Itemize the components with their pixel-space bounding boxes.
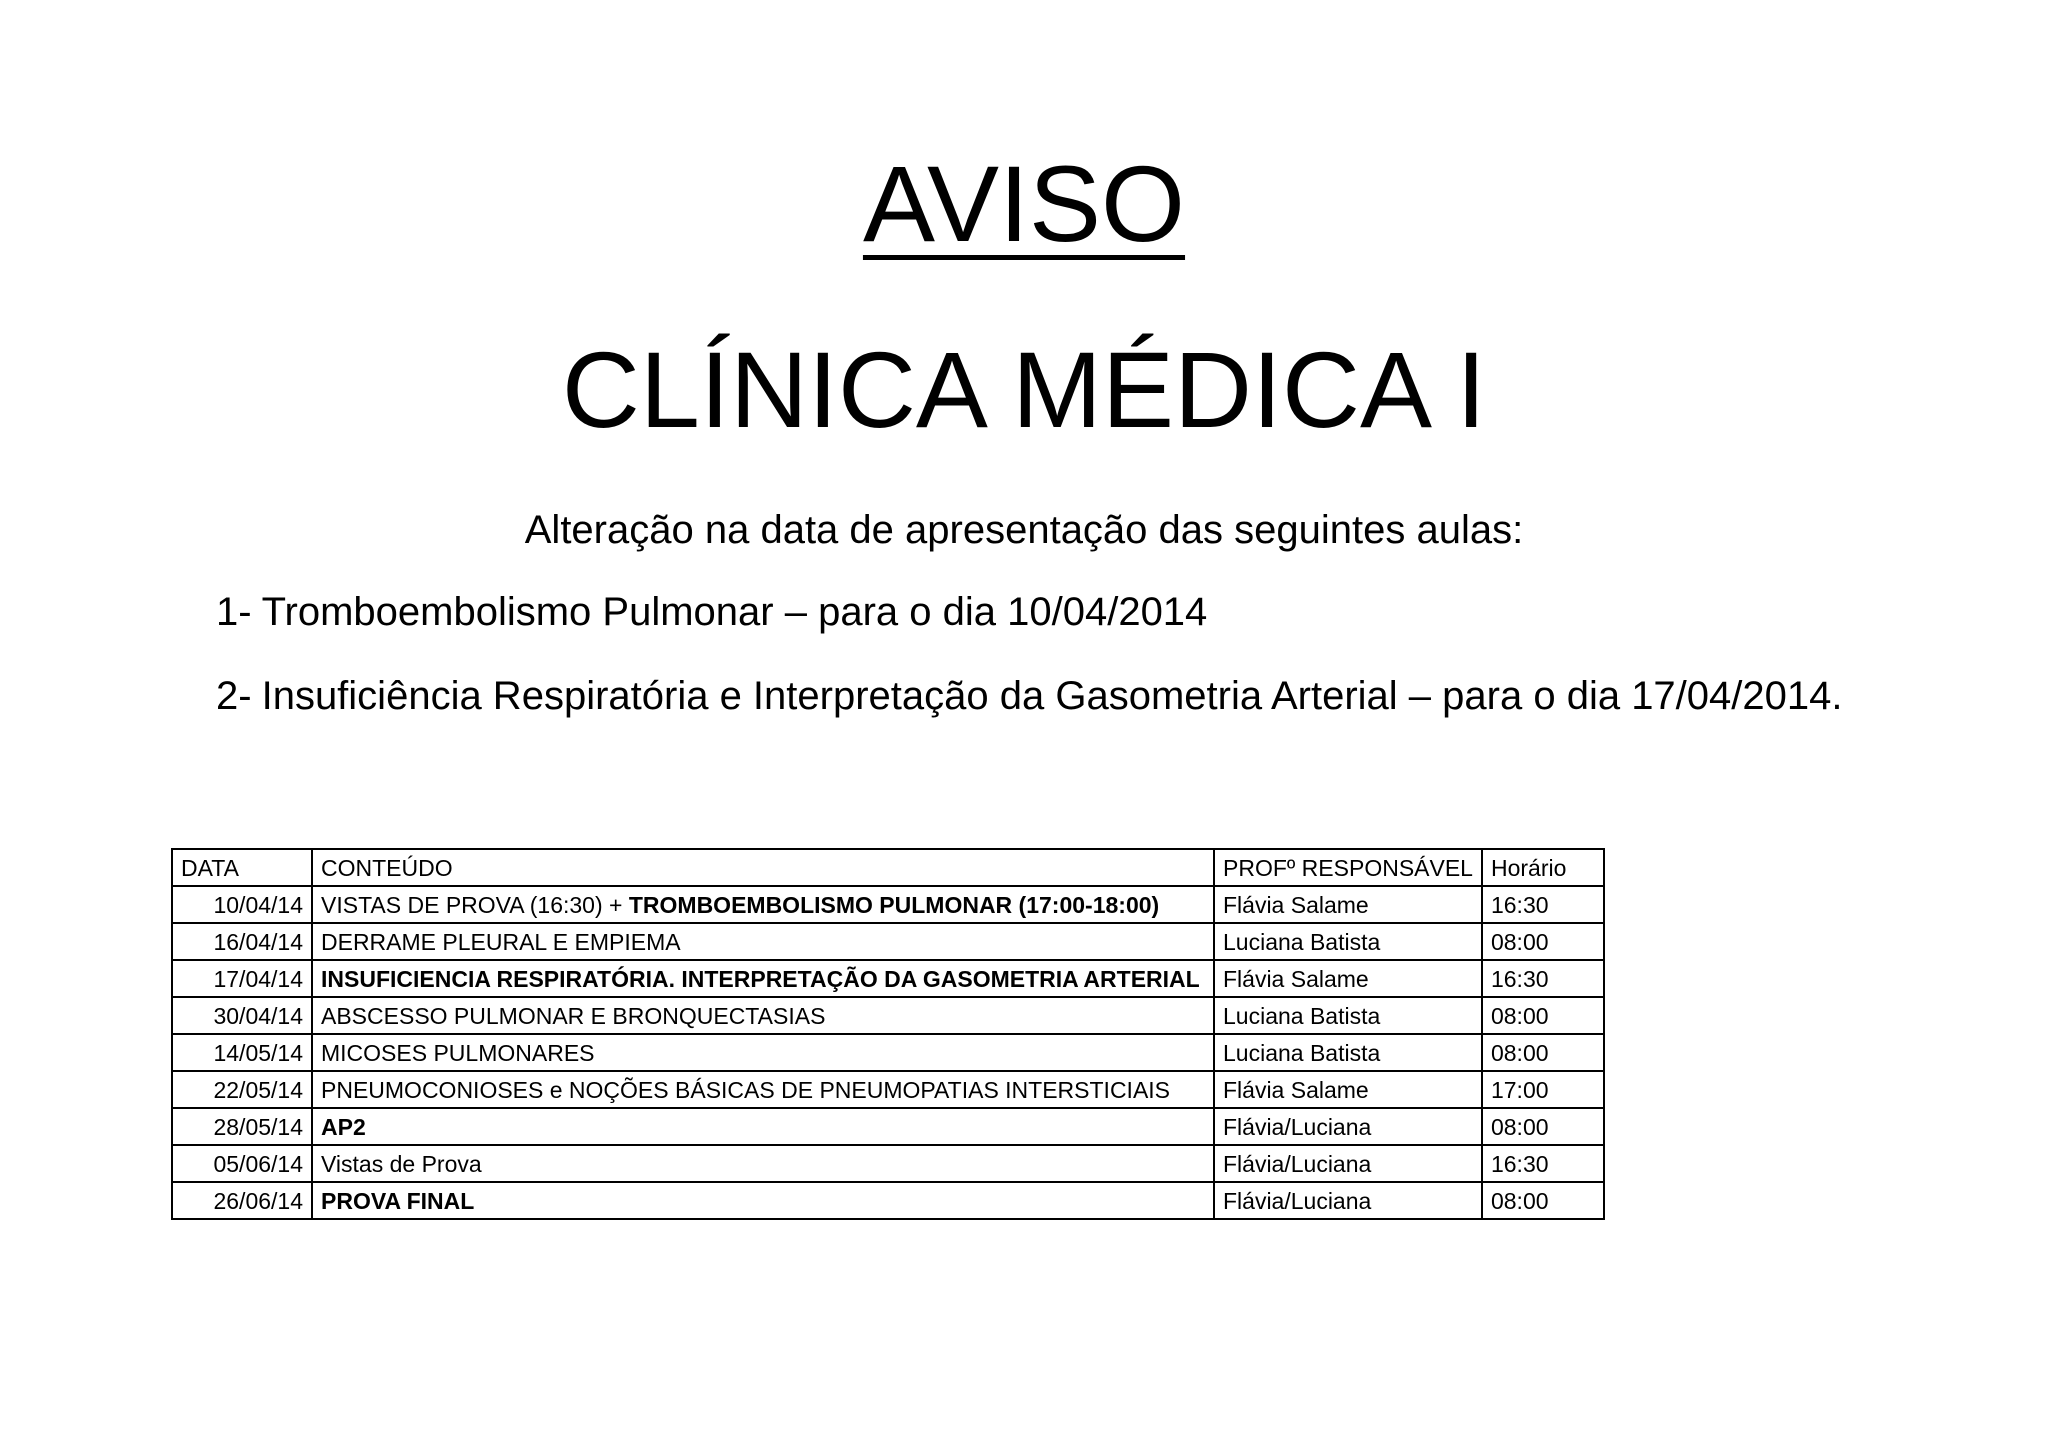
row-date: 28/05/14	[172, 1108, 312, 1145]
row-time: 16:30	[1482, 886, 1604, 923]
notice-list	[216, 590, 1843, 758]
row-prof: Flávia Salame	[1214, 1071, 1482, 1108]
row-date: 05/06/14	[172, 1145, 312, 1182]
row-prof: Flávia Salame	[1214, 960, 1482, 997]
row-content	[312, 997, 1214, 1034]
row-content-plain: Vistas de Prova	[321, 1151, 482, 1177]
row-date: 16/04/14	[172, 923, 312, 960]
table-row	[172, 1145, 1604, 1182]
table-row	[172, 923, 1604, 960]
notice-item-number: 1-	[216, 590, 252, 634]
row-prof: Flávia/Luciana	[1214, 1145, 1482, 1182]
row-prof: Flávia Salame	[1214, 886, 1482, 923]
header-time: Horário	[1482, 849, 1604, 886]
table-row	[172, 1071, 1604, 1108]
row-prof: Luciana Batista	[1214, 1034, 1482, 1071]
row-time: 16:30	[1482, 1145, 1604, 1182]
notice-item-number: 2-	[216, 674, 252, 718]
table-row	[172, 997, 1604, 1034]
row-content-plain: PNEUMOCONIOSES e NOÇÕES BÁSICAS DE PNEUMOPATIAS INTERSTICIAIS	[321, 1077, 1171, 1103]
row-content-bold: PROVA FINAL	[321, 1188, 475, 1214]
course-title: CLÍNICA MÉDICA I	[561, 329, 1487, 450]
notice-item	[216, 590, 1843, 634]
table-row	[172, 1182, 1604, 1219]
table-row	[172, 960, 1604, 997]
row-prof: Flávia/Luciana	[1214, 1108, 1482, 1145]
row-date: 10/04/14	[172, 886, 312, 923]
notice-item-text: Tromboembolismo Pulmonar – para o dia 10/04/2014	[261, 590, 1208, 634]
row-content	[312, 1034, 1214, 1071]
row-time: 17:00	[1482, 1071, 1604, 1108]
row-time: 08:00	[1482, 1108, 1604, 1145]
row-time: 08:00	[1482, 1182, 1604, 1219]
notice-subtitle: Alteração na data de apresentação das seguintes aulas:	[524, 508, 1524, 552]
row-prof: Luciana Batista	[1214, 997, 1482, 1034]
row-date: 17/04/14	[172, 960, 312, 997]
schedule-table	[171, 848, 1605, 1220]
table-header-row	[172, 849, 1604, 886]
row-content-bold: TROMBOEMBOLISMO PULMONAR (17:00-18:00)	[628, 892, 1160, 918]
row-content-plain: DERRAME PLEURAL E EMPIEMA	[321, 929, 681, 955]
header-date: DATA	[172, 849, 312, 886]
row-date: 30/04/14	[172, 997, 312, 1034]
notice-item	[216, 674, 1843, 718]
notice-item-text: Insuficiência Respiratória e Interpretação da Gasometria Arterial – para o dia 17/04/2014.	[261, 674, 1843, 718]
row-date: 22/05/14	[172, 1071, 312, 1108]
row-date: 14/05/14	[172, 1034, 312, 1071]
row-time: 08:00	[1482, 923, 1604, 960]
row-content	[312, 960, 1214, 997]
row-content	[312, 1182, 1214, 1219]
table-row	[172, 1108, 1604, 1145]
row-content-plain: MICOSES PULMONARES	[321, 1040, 595, 1066]
row-content	[312, 1071, 1214, 1108]
row-content-plain: VISTAS DE PROVA (16:30) +	[321, 892, 629, 918]
row-content-bold: AP2	[321, 1114, 366, 1140]
header-content: CONTEÚDO	[312, 849, 1214, 886]
row-prof: Luciana Batista	[1214, 923, 1482, 960]
row-time: 08:00	[1482, 1034, 1604, 1071]
notice-title	[0, 143, 2048, 264]
row-content	[312, 923, 1214, 960]
row-content	[312, 1108, 1214, 1145]
row-time: 08:00	[1482, 997, 1604, 1034]
notice-title-text: AVISO	[862, 143, 1186, 264]
table-row	[172, 886, 1604, 923]
row-content-bold: INSUFICIENCIA RESPIRATÓRIA. INTERPRETAÇÃO DA GASOMETRIA ARTERIAL	[321, 966, 1200, 992]
row-content	[312, 1145, 1214, 1182]
row-prof: Flávia/Luciana	[1214, 1182, 1482, 1219]
row-time: 16:30	[1482, 960, 1604, 997]
header-prof: PROFº RESPONSÁVEL	[1214, 849, 1482, 886]
table-row	[172, 1034, 1604, 1071]
row-content-plain: ABSCESSO PULMONAR E BRONQUECTASIAS	[321, 1003, 826, 1029]
row-date: 26/06/14	[172, 1182, 312, 1219]
row-content	[312, 886, 1214, 923]
